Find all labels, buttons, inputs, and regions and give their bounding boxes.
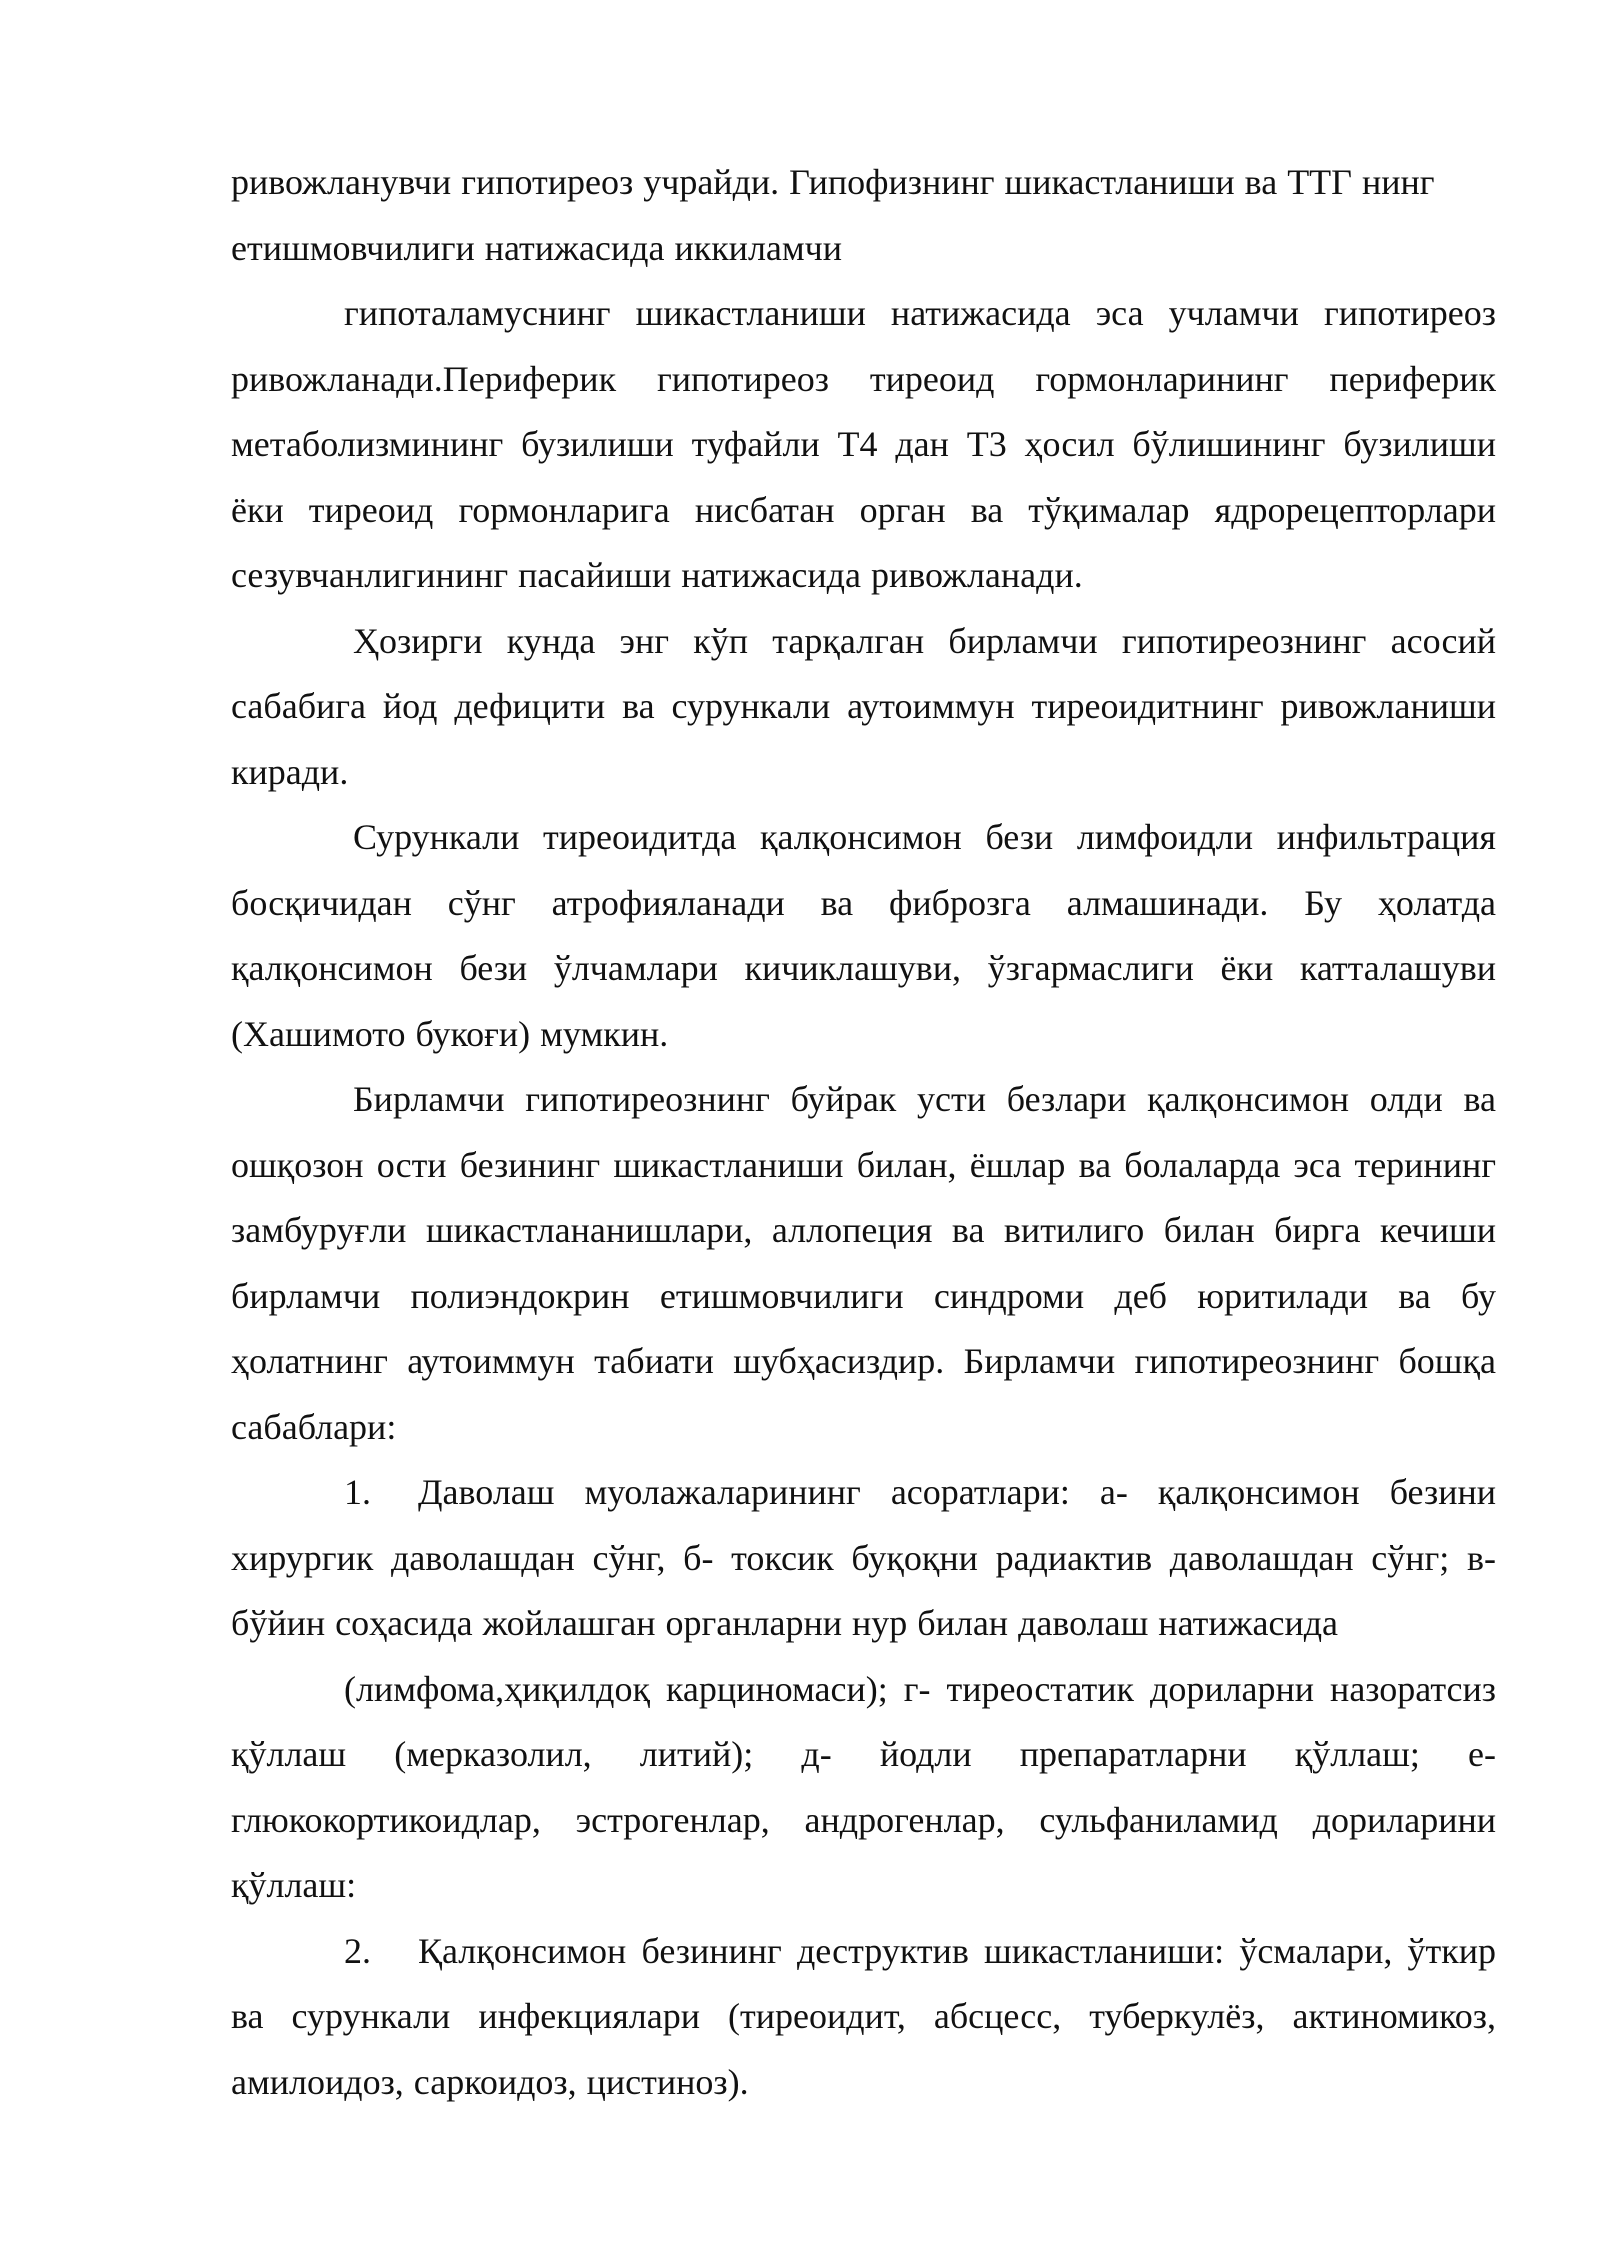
paragraph-2: гипоталамуснинг шикастланиши натижасида эса учламчи гипотиреоз ривожланади.Периферик гипотиреоз тиреоид гормонларининг периферик метаболизмининг бузилиши туфайли Т4 дан Т3 ҳосил бўлишининг бузилиши ёки тиреоид гормонларига нисбатан орган ва тўқималар ядрорецепторлари сезувчанлигининг пасайиши натижасида ривожланади. — [231, 293, 1496, 595]
list-number: 2. — [344, 1930, 371, 1971]
list-item-text: Қалқонсимон безининг деструктив шикастланиши: ўсмалари, ўткир ва сурункали инфекциялари (тиреоидит, абсцесс, туберкулёз, актиномикоз, амилоидоз, саркоидоз, цистиноз). — [231, 1930, 1496, 2102]
paragraph-5: Бирламчи гипотиреознинг буйрак усти безлари қалқонсимон олди ва ошқозон ости безининг шикастланиши билан, ёшлар ва болаларда эса терининг замбуруғли шикастлананишлари, аллопеция ва витилиго билан бирга кечиши бирламчи полиэндокрин етишмовчилиги синдроми деб юритилади ва бу ҳолатнинг аутоиммун табиати шубҳасиздир. Бирламчи гипотиреознинг бошқа сабаблари: — [231, 1079, 1496, 1447]
list-item-1-continuation: (лимфома,ҳиқилдоқ карциномаси); г- тиреостатик дориларни назоратсиз қўллаш (мерказолил, литий); д- йодли препаратларни қўллаш; е-глюкокортикоидлар, эстрогенлар, андрогенлар, сульфаниламид дориларини қўллаш: — [231, 1668, 1496, 1905]
list-item-2 — [231, 1919, 1496, 2116]
list-item-1 — [231, 1460, 1496, 1657]
paragraph-4: Сурункали тиреоидитда қалқонсимон бези лимфоидли инфильтрация босқичидан сўнг атрофияланади ва фиброзга алмашинади. Бу ҳолатда қалқонсимон бези ўлчамлари кичиклашуви, ўзгармаслиги ёки катталашуви (Хашимото букоғи) мумкин. — [231, 817, 1496, 1054]
list-number: 1. — [344, 1472, 371, 1512]
list-item-text: Даволаш муолажаларининг асоратлари: а- қалқонсимон безини хирургик даволашдан сўнг, б- токсик буқоқни радиактив даволашдан сўнг; в-бўйин соҳасида жойлашган органларни нур билан даволаш натижасида — [231, 1472, 1496, 1643]
paragraph-1: ривожланувчи гипотиреоз учрайди. Гипофизнинг шикастланиши ва ТТГ нинг етишмовчилиги натижасида иккиламчи — [231, 162, 1435, 268]
paragraph-3: Ҳозирги кунда энг кўп тарқалган бирламчи гипотиреознинг асосий сабабига йод дефицити ва сурункали аутоиммун тиреоидитнинг ривожланиши киради. — [231, 620, 1496, 792]
document-body — [231, 150, 1496, 2115]
